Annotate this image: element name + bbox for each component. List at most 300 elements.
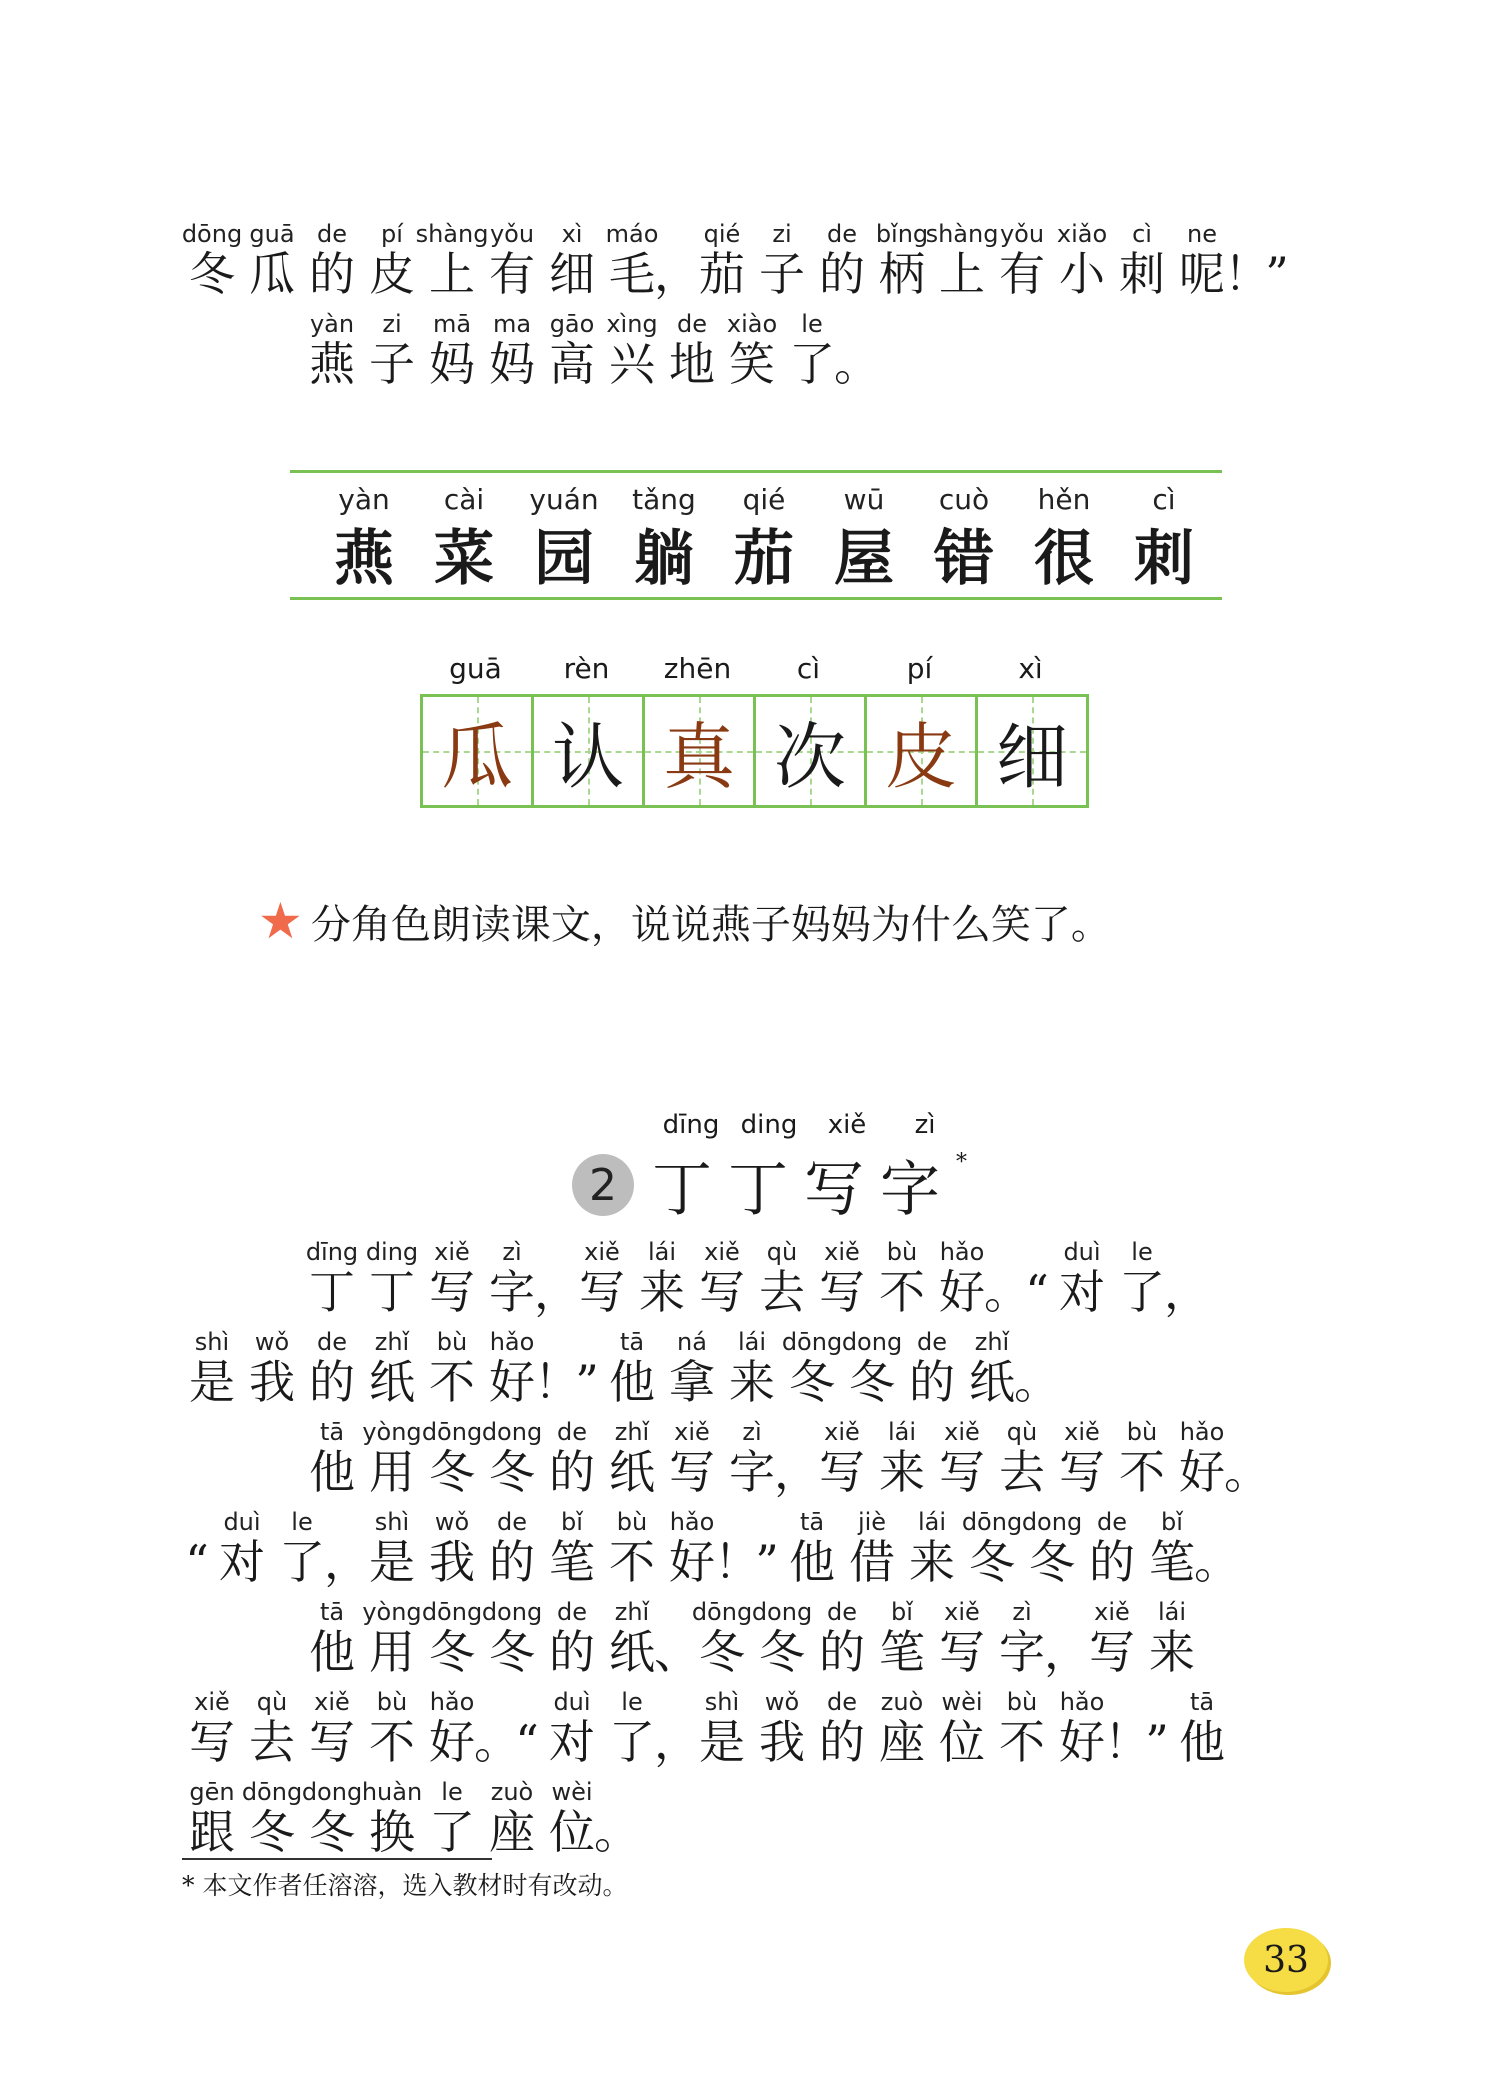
hanzi-with-pinyin bbox=[992, 1418, 1052, 1499]
hanzi: 冬 bbox=[759, 1625, 805, 1679]
hanzi-with-pinyin bbox=[932, 1598, 992, 1679]
hanzi-with-pinyin bbox=[362, 1238, 422, 1319]
hanzi: 皮 bbox=[369, 247, 415, 301]
hanzi: 好 bbox=[1059, 1715, 1105, 1769]
pinyin: qié bbox=[742, 483, 786, 516]
hanzi: 。 bbox=[594, 1805, 640, 1859]
hanzi-with-pinyin bbox=[1021, 1508, 1083, 1589]
pinyin: lái bbox=[887, 1418, 917, 1446]
hanzi-with-pinyin bbox=[992, 220, 1052, 301]
pinyin: dōng bbox=[781, 1328, 843, 1356]
hanzi: 写 bbox=[819, 1265, 865, 1319]
pinyin: bù bbox=[1126, 1418, 1158, 1446]
vocabulary-words bbox=[314, 473, 1214, 594]
pinyin: xìng bbox=[606, 310, 658, 338]
hanzi-with-pinyin bbox=[182, 1688, 242, 1769]
hanzi: 冬 bbox=[489, 1625, 535, 1679]
hanzi: 好 bbox=[939, 1265, 985, 1319]
hanzi-with-pinyin bbox=[614, 483, 714, 594]
pinyin bbox=[1273, 222, 1281, 246]
reading-task bbox=[258, 892, 1111, 950]
pinyin: xiě bbox=[1094, 1598, 1130, 1626]
hanzi: 对 bbox=[1059, 1265, 1105, 1319]
pinyin bbox=[673, 222, 681, 246]
pinyin: le bbox=[441, 1778, 463, 1806]
hanzi-with-pinyin bbox=[362, 1598, 422, 1679]
hanzi: 的 bbox=[819, 1625, 865, 1679]
hanzi: 冬 bbox=[189, 247, 235, 301]
hanzi: “ bbox=[1025, 1265, 1049, 1319]
punctuation bbox=[654, 222, 700, 301]
hanzi: 刺 bbox=[1119, 247, 1165, 301]
pinyin: zì bbox=[1012, 1598, 1032, 1626]
hanzi-with-pinyin bbox=[1112, 220, 1172, 301]
hanzi: 不 bbox=[1119, 1445, 1165, 1499]
pinyin: dong bbox=[481, 1598, 543, 1626]
hanzi-with-pinyin bbox=[602, 1508, 662, 1589]
hanzi-with-pinyin bbox=[662, 1508, 722, 1589]
lesson-title bbox=[572, 1142, 967, 1228]
pinyin: de bbox=[677, 310, 707, 338]
lesson-number-badge: 2 bbox=[572, 1154, 634, 1216]
pinyin: máo bbox=[605, 220, 659, 248]
hanzi: 很 bbox=[1034, 524, 1094, 594]
writing-char: 真 bbox=[662, 715, 735, 799]
pinyin: xiě bbox=[194, 1688, 230, 1716]
hanzi-with-pinyin bbox=[1172, 1688, 1232, 1769]
hanzi-with-pinyin bbox=[421, 1598, 483, 1679]
hanzi: ” bbox=[1145, 1715, 1169, 1769]
hanzi: 子 bbox=[759, 247, 805, 301]
pinyin: yòng bbox=[362, 1418, 422, 1446]
hanzi: 的 bbox=[549, 1445, 595, 1499]
pinyin bbox=[193, 1510, 201, 1534]
pinyin: hǎo bbox=[939, 1238, 985, 1266]
hanzi: 冬 bbox=[789, 1355, 835, 1409]
story-line bbox=[182, 1688, 1232, 1769]
hanzi: ” bbox=[755, 1535, 779, 1589]
pinyin: qù bbox=[766, 1238, 798, 1266]
hanzi: ！ bbox=[714, 1535, 760, 1589]
hanzi-with-pinyin bbox=[421, 1418, 483, 1499]
hanzi-with-pinyin bbox=[692, 220, 752, 301]
hanzi-with-pinyin bbox=[302, 310, 362, 391]
punctuation bbox=[594, 1780, 640, 1859]
pinyin: hǎo bbox=[489, 1328, 535, 1356]
hanzi: ， bbox=[1044, 1625, 1090, 1679]
story-line bbox=[182, 1508, 1240, 1589]
pinyin: ma bbox=[492, 310, 532, 338]
hanzi: ” bbox=[1265, 247, 1289, 301]
hanzi-with-pinyin bbox=[1052, 1418, 1112, 1499]
hanzi: ， bbox=[774, 1445, 820, 1499]
hanzi: 写 bbox=[309, 1715, 355, 1769]
hanzi-with-pinyin bbox=[602, 1598, 662, 1679]
pinyin: tā bbox=[1189, 1688, 1215, 1716]
hanzi: 茄 bbox=[699, 247, 745, 301]
hanzi-with-pinyin bbox=[691, 1598, 753, 1679]
pinyin: zuò bbox=[880, 1688, 924, 1716]
pinyin: xiě bbox=[704, 1238, 740, 1266]
hanzi: 字 bbox=[999, 1625, 1045, 1679]
footnote-marker: * bbox=[956, 1149, 967, 1175]
hanzi: ， bbox=[654, 1715, 700, 1769]
hanzi: 躺 bbox=[634, 524, 694, 594]
hanzi-with-pinyin bbox=[362, 1508, 422, 1589]
hanzi: 燕 bbox=[334, 524, 394, 594]
vocabulary-row bbox=[290, 470, 1222, 600]
hanzi: 冬 bbox=[849, 1355, 895, 1409]
pinyin: wū bbox=[843, 483, 885, 516]
pinyin: duì bbox=[553, 1688, 591, 1716]
pinyin: xiě bbox=[674, 1418, 710, 1446]
pinyin: wèi bbox=[941, 1688, 983, 1716]
hanzi-with-pinyin bbox=[242, 220, 302, 301]
punctuation bbox=[984, 1240, 1030, 1319]
pinyin: tǎng bbox=[632, 483, 696, 516]
pinyin bbox=[793, 1420, 801, 1444]
hanzi-with-pinyin bbox=[1114, 483, 1214, 594]
pinyin: cài bbox=[443, 483, 485, 516]
punctuation bbox=[1022, 1240, 1052, 1319]
hanzi: ， bbox=[1164, 1265, 1210, 1319]
hanzi: 不 bbox=[609, 1535, 655, 1589]
pinyin: dōng bbox=[421, 1598, 483, 1626]
hanzi: 。 bbox=[1014, 1355, 1060, 1409]
hanzi-with-pinyin bbox=[752, 1238, 812, 1319]
punctuation bbox=[1194, 1510, 1240, 1589]
writing-char: 细 bbox=[995, 715, 1068, 799]
writing-char: 认 bbox=[551, 715, 624, 799]
writing-grid bbox=[420, 694, 1089, 808]
hanzi-with-pinyin bbox=[1052, 1688, 1112, 1769]
pinyin: yuán bbox=[529, 483, 599, 516]
pinyin: de bbox=[827, 1598, 857, 1626]
hanzi: 来 bbox=[729, 1355, 775, 1409]
writing-char: 皮 bbox=[884, 715, 957, 799]
hanzi-with-pinyin bbox=[542, 1508, 602, 1589]
title-pinyin: ding bbox=[740, 1110, 798, 1140]
title-pinyin: zì bbox=[914, 1110, 936, 1140]
pinyin: bù bbox=[616, 1508, 648, 1536]
pinyin: dong bbox=[841, 1328, 903, 1356]
star-icon: ★ bbox=[258, 892, 303, 950]
writing-pinyin: rèn bbox=[563, 652, 610, 685]
hanzi: 好 bbox=[489, 1355, 535, 1409]
pinyin: bù bbox=[436, 1328, 468, 1356]
writing-cell bbox=[423, 697, 534, 805]
hanzi: 对 bbox=[219, 1535, 265, 1589]
hanzi-with-pinyin bbox=[301, 1778, 363, 1859]
hanzi: 位 bbox=[939, 1715, 985, 1769]
hanzi: 。 bbox=[834, 337, 880, 391]
writing-char: 次 bbox=[773, 715, 846, 799]
pinyin: dōng bbox=[691, 1598, 753, 1626]
footnote: * 本文作者任溶溶，选入教材时有改动。 bbox=[182, 1871, 628, 1900]
story-line bbox=[302, 1238, 1210, 1319]
punctuation bbox=[1142, 1690, 1172, 1769]
pinyin: zhǐ bbox=[614, 1418, 650, 1446]
pinyin bbox=[733, 1510, 741, 1534]
pinyin: hǎo bbox=[429, 1688, 475, 1716]
hanzi: 。 bbox=[1224, 1445, 1270, 1499]
hanzi: 的 bbox=[909, 1355, 955, 1409]
hanzi: 呢 bbox=[1179, 247, 1225, 301]
pinyin bbox=[1243, 222, 1251, 246]
hanzi: 笔 bbox=[549, 1535, 595, 1589]
pinyin bbox=[583, 1330, 591, 1354]
hanzi: 写 bbox=[579, 1265, 625, 1319]
hanzi: 来 bbox=[909, 1535, 955, 1589]
hanzi: 冬 bbox=[489, 1445, 535, 1499]
hanzi: ， bbox=[324, 1535, 370, 1589]
writing-cell bbox=[867, 697, 978, 805]
pinyin: bǐ bbox=[561, 1508, 583, 1536]
hanzi-with-pinyin bbox=[182, 1328, 242, 1409]
pinyin: qù bbox=[256, 1688, 288, 1716]
pinyin bbox=[1213, 1510, 1221, 1534]
pinyin: de bbox=[497, 1508, 527, 1536]
footnote-divider bbox=[182, 1858, 492, 1860]
hanzi-with-pinyin bbox=[662, 310, 722, 391]
punctuation bbox=[714, 1510, 760, 1589]
pinyin: de bbox=[827, 1688, 857, 1716]
hanzi-with-pinyin bbox=[242, 1328, 302, 1409]
hanzi-with-pinyin bbox=[302, 1688, 362, 1769]
pinyin: wèi bbox=[551, 1778, 593, 1806]
hanzi: 去 bbox=[759, 1265, 805, 1319]
punctuation bbox=[1164, 1240, 1210, 1319]
hanzi: 写 bbox=[699, 1265, 745, 1319]
hanzi-with-pinyin bbox=[752, 1688, 812, 1769]
pinyin: bù bbox=[886, 1238, 918, 1266]
hanzi: 对 bbox=[549, 1715, 595, 1769]
pinyin: bù bbox=[376, 1688, 408, 1716]
hanzi-with-pinyin bbox=[602, 310, 662, 391]
hanzi: 地 bbox=[669, 337, 715, 391]
hanzi-with-pinyin bbox=[542, 220, 602, 301]
hanzi: ， bbox=[654, 247, 700, 301]
hanzi-with-pinyin bbox=[302, 1328, 362, 1409]
hanzi: 座 bbox=[879, 1715, 925, 1769]
hanzi: 他 bbox=[1179, 1715, 1225, 1769]
pinyin: huàn bbox=[361, 1778, 423, 1806]
pinyin: duì bbox=[1063, 1238, 1101, 1266]
hanzi: 写 bbox=[189, 1715, 235, 1769]
pinyin: xiě bbox=[824, 1238, 860, 1266]
hanzi-with-pinyin bbox=[182, 1778, 242, 1859]
hanzi-with-pinyin bbox=[1052, 220, 1112, 301]
writing-cell bbox=[645, 697, 756, 805]
punctuation bbox=[324, 1510, 370, 1589]
hanzi-with-pinyin bbox=[314, 483, 414, 594]
hanzi: 有 bbox=[489, 247, 535, 301]
hanzi: 园 bbox=[534, 524, 594, 594]
hanzi-with-pinyin bbox=[925, 220, 999, 301]
hanzi-with-pinyin bbox=[542, 310, 602, 391]
punctuation bbox=[1224, 222, 1270, 301]
hanzi: 来 bbox=[639, 1265, 685, 1319]
hanzi: 笑 bbox=[729, 337, 775, 391]
pinyin: jiè bbox=[857, 1508, 887, 1536]
punctuation bbox=[512, 1690, 542, 1769]
hanzi: 借 bbox=[849, 1535, 895, 1589]
writing-pinyin-row bbox=[420, 652, 1086, 685]
hanzi-with-pinyin bbox=[542, 1688, 602, 1769]
hanzi-with-pinyin bbox=[362, 1328, 422, 1409]
title-pinyin: xiě bbox=[827, 1110, 867, 1140]
pinyin: tā bbox=[619, 1328, 645, 1356]
hanzi: 去 bbox=[999, 1445, 1045, 1499]
punctuation bbox=[834, 312, 880, 391]
hanzi: ！ bbox=[1224, 247, 1270, 301]
hanzi-with-pinyin bbox=[302, 220, 362, 301]
hanzi: 冬 bbox=[249, 1805, 295, 1859]
hanzi-with-pinyin bbox=[482, 1238, 542, 1319]
hanzi: 座 bbox=[489, 1805, 535, 1859]
hanzi: 、 bbox=[654, 1625, 700, 1679]
hanzi-with-pinyin bbox=[902, 1328, 962, 1409]
hanzi: 笔 bbox=[1149, 1535, 1195, 1589]
hanzi-with-pinyin bbox=[872, 1598, 932, 1679]
pinyin: de bbox=[827, 220, 857, 248]
pinyin: zhǐ bbox=[374, 1328, 410, 1356]
hanzi-with-pinyin bbox=[992, 1598, 1052, 1679]
hanzi-with-pinyin bbox=[572, 1238, 632, 1319]
hanzi-with-pinyin bbox=[872, 1418, 932, 1499]
pinyin: lái bbox=[1157, 1598, 1187, 1626]
hanzi: 茄 bbox=[734, 524, 794, 594]
hanzi: 他 bbox=[309, 1625, 355, 1679]
hanzi: 是 bbox=[699, 1715, 745, 1769]
pinyin: dong bbox=[751, 1598, 813, 1626]
hanzi-with-pinyin bbox=[722, 310, 782, 391]
hanzi: 是 bbox=[189, 1355, 235, 1409]
pinyin: cì bbox=[1152, 483, 1176, 516]
hanzi: 用 bbox=[369, 1625, 415, 1679]
pinyin: shàng bbox=[925, 220, 999, 248]
hanzi-with-pinyin bbox=[722, 1418, 782, 1499]
pinyin bbox=[1033, 1330, 1041, 1354]
hanzi: 细 bbox=[549, 247, 595, 301]
hanzi-with-pinyin bbox=[602, 1328, 662, 1409]
hanzi-with-pinyin bbox=[362, 1418, 422, 1499]
punctuation bbox=[1104, 1690, 1150, 1769]
hanzi-with-pinyin bbox=[242, 1688, 302, 1769]
pinyin: hěn bbox=[1037, 483, 1091, 516]
punctuation bbox=[1044, 1600, 1090, 1679]
hanzi: 写 bbox=[819, 1445, 865, 1499]
pinyin: xiě bbox=[824, 1418, 860, 1446]
hanzi: 子 bbox=[369, 337, 415, 391]
hanzi-with-pinyin bbox=[814, 483, 914, 594]
hanzi: 了 bbox=[789, 337, 835, 391]
hanzi-with-pinyin bbox=[782, 1508, 842, 1589]
task-text: 分角色朗读课文，说说燕子妈妈为什么笑了。 bbox=[310, 901, 1111, 948]
punctuation bbox=[534, 1330, 580, 1409]
hanzi: 是 bbox=[369, 1535, 415, 1589]
hanzi: 刺 bbox=[1134, 524, 1194, 594]
hanzi-with-pinyin bbox=[482, 310, 542, 391]
pinyin: dōng bbox=[961, 1508, 1023, 1536]
pinyin: xì bbox=[561, 220, 583, 248]
hanzi-with-pinyin bbox=[1112, 1238, 1172, 1319]
hanzi-with-pinyin bbox=[692, 1688, 752, 1769]
hanzi: 毛 bbox=[609, 247, 655, 301]
hanzi: 他 bbox=[309, 1445, 355, 1499]
writing-cell bbox=[756, 697, 867, 805]
punctuation bbox=[1224, 1420, 1270, 1499]
pinyin: wǒ bbox=[434, 1508, 470, 1536]
hanzi-with-pinyin bbox=[962, 1328, 1022, 1409]
hanzi: 字 bbox=[729, 1445, 775, 1499]
punctuation bbox=[774, 1420, 820, 1499]
hanzi: 上 bbox=[429, 247, 475, 301]
hanzi-with-pinyin bbox=[361, 1778, 423, 1859]
pinyin: dīng bbox=[305, 1238, 359, 1266]
hanzi-with-pinyin bbox=[302, 1598, 362, 1679]
hanzi-with-pinyin bbox=[302, 1418, 362, 1499]
writing-pinyin: xì bbox=[1018, 652, 1043, 685]
hanzi-with-pinyin bbox=[932, 1238, 992, 1319]
hanzi: 纸 bbox=[609, 1625, 655, 1679]
pinyin: zhǐ bbox=[614, 1598, 650, 1626]
pinyin: duì bbox=[223, 1508, 261, 1536]
hanzi: 写 bbox=[939, 1625, 985, 1679]
hanzi-with-pinyin bbox=[481, 1598, 543, 1679]
pinyin: bǐ bbox=[891, 1598, 913, 1626]
hanzi-with-pinyin bbox=[1112, 1418, 1172, 1499]
hanzi-with-pinyin bbox=[415, 220, 489, 301]
hanzi: 错 bbox=[934, 524, 994, 594]
pinyin: tā bbox=[319, 1598, 345, 1626]
punctuation bbox=[654, 1600, 700, 1679]
hanzi-with-pinyin bbox=[1142, 1508, 1202, 1589]
pinyin bbox=[1123, 1690, 1131, 1714]
hanzi-with-pinyin bbox=[422, 1328, 482, 1409]
pinyin bbox=[553, 1240, 561, 1264]
hanzi-with-pinyin bbox=[272, 1508, 332, 1589]
hanzi-with-pinyin bbox=[714, 483, 814, 594]
hanzi: 好 bbox=[1179, 1445, 1225, 1499]
pinyin bbox=[673, 1690, 681, 1714]
hanzi: ！ bbox=[1104, 1715, 1150, 1769]
hanzi: 。 bbox=[1194, 1535, 1240, 1589]
hanzi-with-pinyin bbox=[241, 1778, 303, 1859]
hanzi-with-pinyin bbox=[752, 220, 812, 301]
pinyin: bù bbox=[1006, 1688, 1038, 1716]
hanzi: 的 bbox=[1089, 1535, 1135, 1589]
text-line bbox=[302, 310, 880, 391]
punctuation bbox=[654, 1690, 700, 1769]
hanzi: 写 bbox=[669, 1445, 715, 1499]
pinyin bbox=[1033, 1240, 1041, 1264]
pinyin: ná bbox=[677, 1328, 707, 1356]
hanzi: 了 bbox=[279, 1535, 325, 1589]
hanzi: 。 bbox=[984, 1265, 1030, 1319]
hanzi: 写 bbox=[1059, 1445, 1105, 1499]
pinyin: pí bbox=[381, 220, 403, 248]
hanzi-with-pinyin bbox=[1014, 483, 1114, 594]
hanzi-with-pinyin bbox=[422, 310, 482, 391]
pinyin: xiě bbox=[1064, 1418, 1100, 1446]
pinyin: dong bbox=[1021, 1508, 1083, 1536]
writing-pinyin: cì bbox=[796, 652, 821, 685]
hanzi: 冬 bbox=[1029, 1535, 1075, 1589]
hanzi-with-pinyin bbox=[181, 220, 243, 301]
hanzi-with-pinyin bbox=[812, 1598, 872, 1679]
hanzi: 来 bbox=[1149, 1625, 1195, 1679]
